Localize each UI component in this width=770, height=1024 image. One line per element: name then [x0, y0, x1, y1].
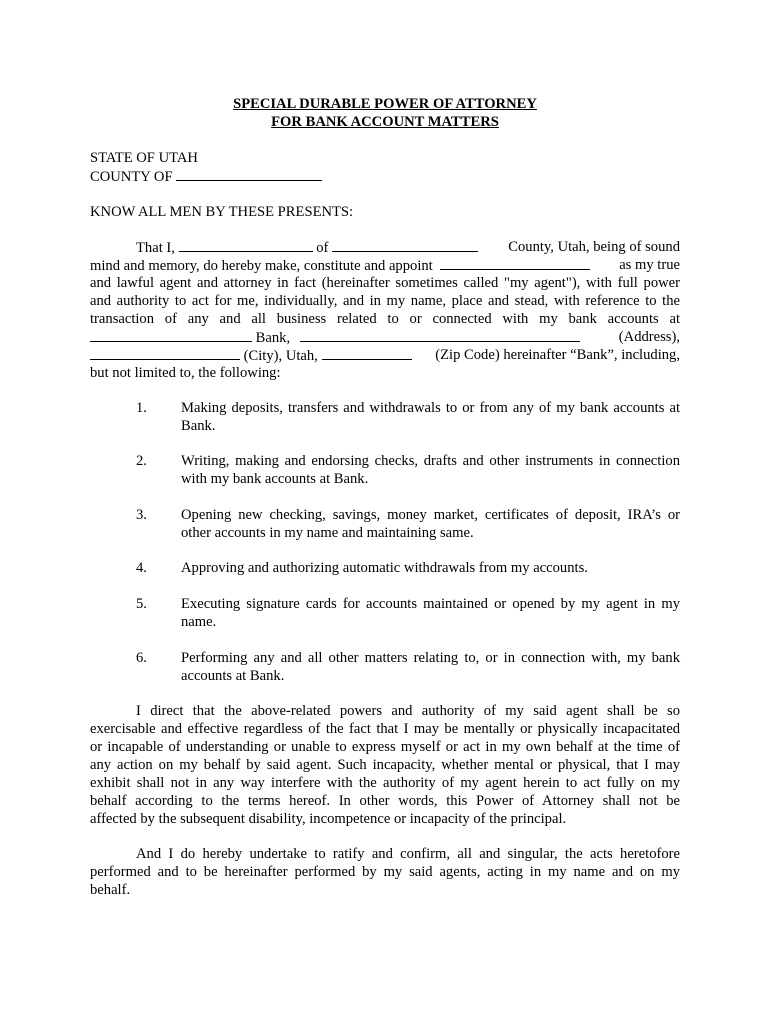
intro-as-my-true: as my true	[619, 257, 680, 273]
direct-paragraph-line: affected by the subsequent disability, incompetence or incapacity of the principal.	[90, 811, 567, 827]
intro-that-i: That I,	[136, 240, 175, 256]
intro-address-label: (Address),	[618, 329, 680, 345]
know-all-heading: KNOW ALL MEN BY THESE PRESENTS:	[90, 204, 354, 220]
list-item-text: Writing, making and endorsing checks, drafts and other instruments in connection	[181, 453, 680, 469]
intro-city-label: (City), Utah,	[243, 348, 318, 364]
list-item-number: 4.	[136, 560, 147, 576]
intro-zip-label: (Zip Code) hereinafter “Bank”, including,	[435, 347, 680, 363]
list-item-number: 2.	[136, 453, 147, 469]
county-blank[interactable]	[176, 167, 322, 181]
intro-line-5: transaction of any and all business related to or connected with my bank accounts at	[90, 311, 680, 327]
ratify-paragraph-line: behalf.	[90, 882, 131, 898]
list-item-number: 3.	[136, 507, 147, 523]
intro-line-4: and authority to act for me, individually, and in my name, place and stead, with reference to the	[90, 293, 680, 309]
principal-name-blank[interactable]	[179, 238, 313, 252]
document-title-line-1: SPECIAL DURABLE POWER OF ATTORNEY	[233, 96, 537, 112]
intro-of: of	[316, 240, 329, 256]
intro-appoint-text: mind and memory, do hereby make, constitute and appoint	[90, 258, 433, 274]
document-title-line-2: FOR BANK ACCOUNT MATTERS	[271, 114, 499, 130]
list-item-text-cont: accounts at Bank.	[181, 668, 285, 684]
list-item-text-cont: with my bank accounts at Bank.	[181, 471, 369, 487]
list-item-text: Approving and authorizing automatic withdrawals from my accounts.	[181, 560, 588, 576]
direct-paragraph-line: or incapable of understanding or unable to express myself or act in my own behalf at the time of	[90, 739, 680, 755]
direct-paragraph-line: I direct that the above-related powers and authority of my said agent shall be so	[136, 703, 680, 719]
intro-line-1	[136, 238, 680, 257]
intro-bank-label: Bank,	[255, 330, 291, 346]
ratify-paragraph-line: And I do hereby undertake to ratify and confirm, all and singular, the acts heretofore	[136, 846, 680, 862]
list-item-text: Performing any and all other matters relating to, or in connection with, my bank	[181, 650, 680, 666]
list-item-text-cont: name.	[181, 614, 217, 630]
list-item-text: Opening new checking, savings, money market, certificates of deposit, IRA’s or	[181, 507, 680, 523]
county-line	[90, 167, 680, 186]
direct-paragraph-line: exhibit shall not in any way interfere with the authority of my agent herein to act fully on my	[90, 775, 680, 791]
list-item-text: Making deposits, transfers and withdrawals to or from any of my bank accounts at	[181, 400, 680, 416]
state-label: STATE OF UTAH	[90, 150, 198, 166]
direct-paragraph-line: behalf according to the terms hereof. In other words, this Power of Attorney shall not be	[90, 793, 680, 809]
intro-line-2	[90, 256, 680, 275]
agent-name-blank[interactable]	[440, 256, 590, 270]
list-item-text: Executing signature cards for accounts maintained or opened by my agent in my	[181, 596, 680, 612]
intro-line-7	[90, 346, 680, 365]
bank-zip-blank[interactable]	[322, 346, 412, 360]
intro-line-6	[90, 328, 680, 347]
bank-address-blank[interactable]	[300, 328, 580, 342]
direct-paragraph-line: any action on my behalf by said agent. Such incapacity, whether mental or physical, that I may	[90, 757, 680, 773]
county-label: COUNTY OF	[90, 169, 173, 185]
list-item-number: 1.	[136, 400, 147, 416]
bank-name-blank[interactable]	[90, 328, 252, 342]
intro-county-utah: County, Utah, being of sound	[508, 239, 680, 255]
principal-county-blank[interactable]	[332, 238, 478, 252]
ratify-paragraph-line: performed and to be hereinafter performed by my said agents, acting in my name and on my	[90, 864, 680, 880]
list-item-number: 5.	[136, 596, 147, 612]
list-item-number: 6.	[136, 650, 147, 666]
list-item-text-cont: Bank.	[181, 418, 216, 434]
intro-line-8: but not limited to, the following:	[90, 365, 281, 381]
bank-city-blank[interactable]	[90, 346, 240, 360]
direct-paragraph-line: exercisable and effective regardless of the fact that I may be mentally or physically incapacitated	[90, 721, 680, 737]
intro-line-3: and lawful agent and attorney in fact (hereinafter sometimes called "my agent"), with full power	[90, 275, 680, 291]
list-item-text-cont: other accounts in my name and maintaining same.	[181, 525, 474, 541]
